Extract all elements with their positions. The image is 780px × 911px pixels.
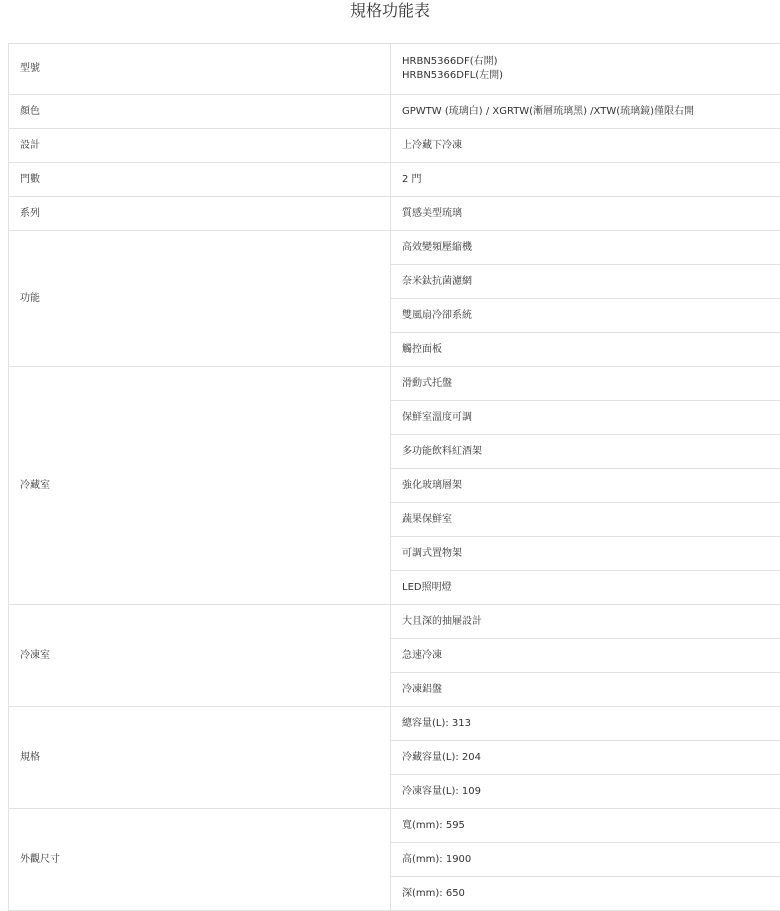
spec-value xyxy=(391,44,780,95)
spec-row xyxy=(9,707,780,741)
spec-row xyxy=(9,231,780,265)
spec-label: 顏色 xyxy=(9,95,391,129)
spec-value: 冷藏容量(L): 204 xyxy=(391,741,780,775)
spec-value: 冷凍容量(L): 109 xyxy=(391,775,780,809)
spec-table-body xyxy=(9,44,780,911)
spec-value: 冷凍鋁盤 xyxy=(391,673,780,707)
spec-value: 急速冷凍 xyxy=(391,639,780,673)
spec-label: 規格 xyxy=(9,707,391,809)
spec-value: 多功能飲料紅酒架 xyxy=(391,435,780,469)
spec-row xyxy=(9,129,780,163)
spec-label: 功能 xyxy=(9,231,391,367)
spec-value-line: HRBN5366DF(右開) xyxy=(402,55,780,69)
spec-value: 深(mm): 650 xyxy=(391,877,780,911)
spec-label: 門數 xyxy=(9,163,391,197)
spec-table xyxy=(8,43,780,911)
spec-value: 總容量(L): 313 xyxy=(391,707,780,741)
spec-value: 保鮮室溫度可調 xyxy=(391,401,780,435)
spec-label: 外觀尺寸 xyxy=(9,809,391,911)
spec-value: 觸控面板 xyxy=(391,333,780,367)
spec-label: 冷藏室 xyxy=(9,367,391,605)
spec-value: 可調式置物架 xyxy=(391,537,780,571)
spec-value: 高效變頻壓縮機 xyxy=(391,231,780,265)
spec-value: 大且深的抽屜設計 xyxy=(391,605,780,639)
spec-row xyxy=(9,163,780,197)
spec-row xyxy=(9,95,780,129)
spec-label: 型號 xyxy=(9,44,391,95)
spec-value: 強化玻璃層架 xyxy=(391,469,780,503)
spec-value: 質感美型琉璃 xyxy=(391,197,780,231)
spec-row xyxy=(9,44,780,95)
spec-value: 雙風扇冷卻系統 xyxy=(391,299,780,333)
spec-value: 奈米鈦抗菌濾網 xyxy=(391,265,780,299)
spec-value: 高(mm): 1900 xyxy=(391,843,780,877)
spec-row xyxy=(9,605,780,639)
spec-value: LED照明燈 xyxy=(391,571,780,605)
spec-label: 設計 xyxy=(9,129,391,163)
spec-row xyxy=(9,197,780,231)
spec-value: 滑動式托盤 xyxy=(391,367,780,401)
spec-value: 蔬果保鮮室 xyxy=(391,503,780,537)
spec-row xyxy=(9,367,780,401)
spec-label: 冷凍室 xyxy=(9,605,391,707)
spec-value: 2 門 xyxy=(391,163,780,197)
page-title: 規格功能表 xyxy=(0,0,780,24)
spec-value-line: HRBN5366DFL(左開) xyxy=(402,69,780,83)
spec-value: 上冷藏下冷凍 xyxy=(391,129,780,163)
spec-value: 寬(mm): 595 xyxy=(391,809,780,843)
spec-label: 系列 xyxy=(9,197,391,231)
spec-row xyxy=(9,809,780,843)
spec-value: GPWTW (琉璃白) / XGRTW(漸層琉璃黑) /XTW(琉璃鏡)僅限右開 xyxy=(391,95,780,129)
